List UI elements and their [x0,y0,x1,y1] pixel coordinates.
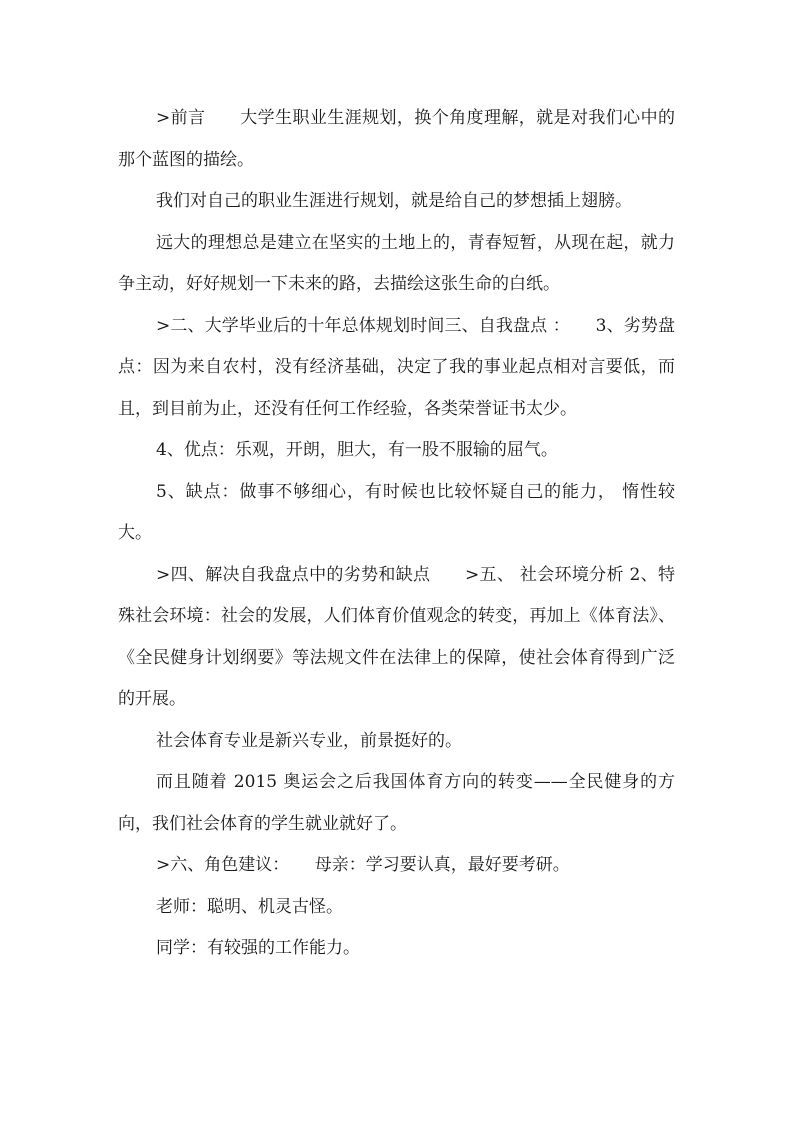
paragraph-major-prospects: 社会体育专业是新兴专业，前景挺好的。 [156,730,462,751]
paragraph-ideals: 远大的理想总是建立在坚实的土地上的，青春短暂，从现在起，就力争主动，好好规划一下未来的路，去描绘这张生命的白纸。 [118,232,675,294]
paragraph-teacher: 老师：聪明、机灵古怪。 [156,896,343,917]
paragraph-strengths: 4、优点：乐观，开朗，胆大，有一股不服输的屈气。 [156,440,558,460]
paragraph-classmate: 同学：有较强的工作能力。 [156,938,360,958]
paragraph-social-environment: >四、解决自我盘点中的劣势和缺点 >五、 社会环境分析 2、特殊社会环境：社会的发展，人们体育价值观念的转变，再加上《体育法》、《全民健身计划纲要》等法规文件在法律上的保障，使社会体育得到广泛的开展。 [118,564,675,709]
paragraph-ten-year-plan: >二、大学毕业后的十年总体规划时间三、自我盘点 ： 3、劣势盘点：因为来自农村，没有经济基础，决定了我的事业起点相对言要低，而且，到目前为止，还没有任何工作经验，各类荣誉证书太少。 [118,315,675,419]
paragraph-role-advice: >六、角色建议： 母亲：学习要认真，最好要考研。 [156,855,570,875]
paragraph-olympics: 而且随着 2015 奥运会之后我国体育方向的转变——全民健身的方向，我们社会体育的学生就业就好了。 [118,772,675,834]
paragraph-weaknesses: 5、缺点：做事不够细心，有时候也比较怀疑自己的能力， 惰性较大。 [118,481,675,543]
document-body [118,98,675,970]
paragraph-career-wings: 我们对自己的职业生涯进行规划，就是给自己的梦想插上翅膀。 [156,191,632,211]
paragraph-preface: >前言 大学生职业生涯规划，换个角度理解，就是对我们心中的那个蓝图的描绘。 [118,108,675,170]
